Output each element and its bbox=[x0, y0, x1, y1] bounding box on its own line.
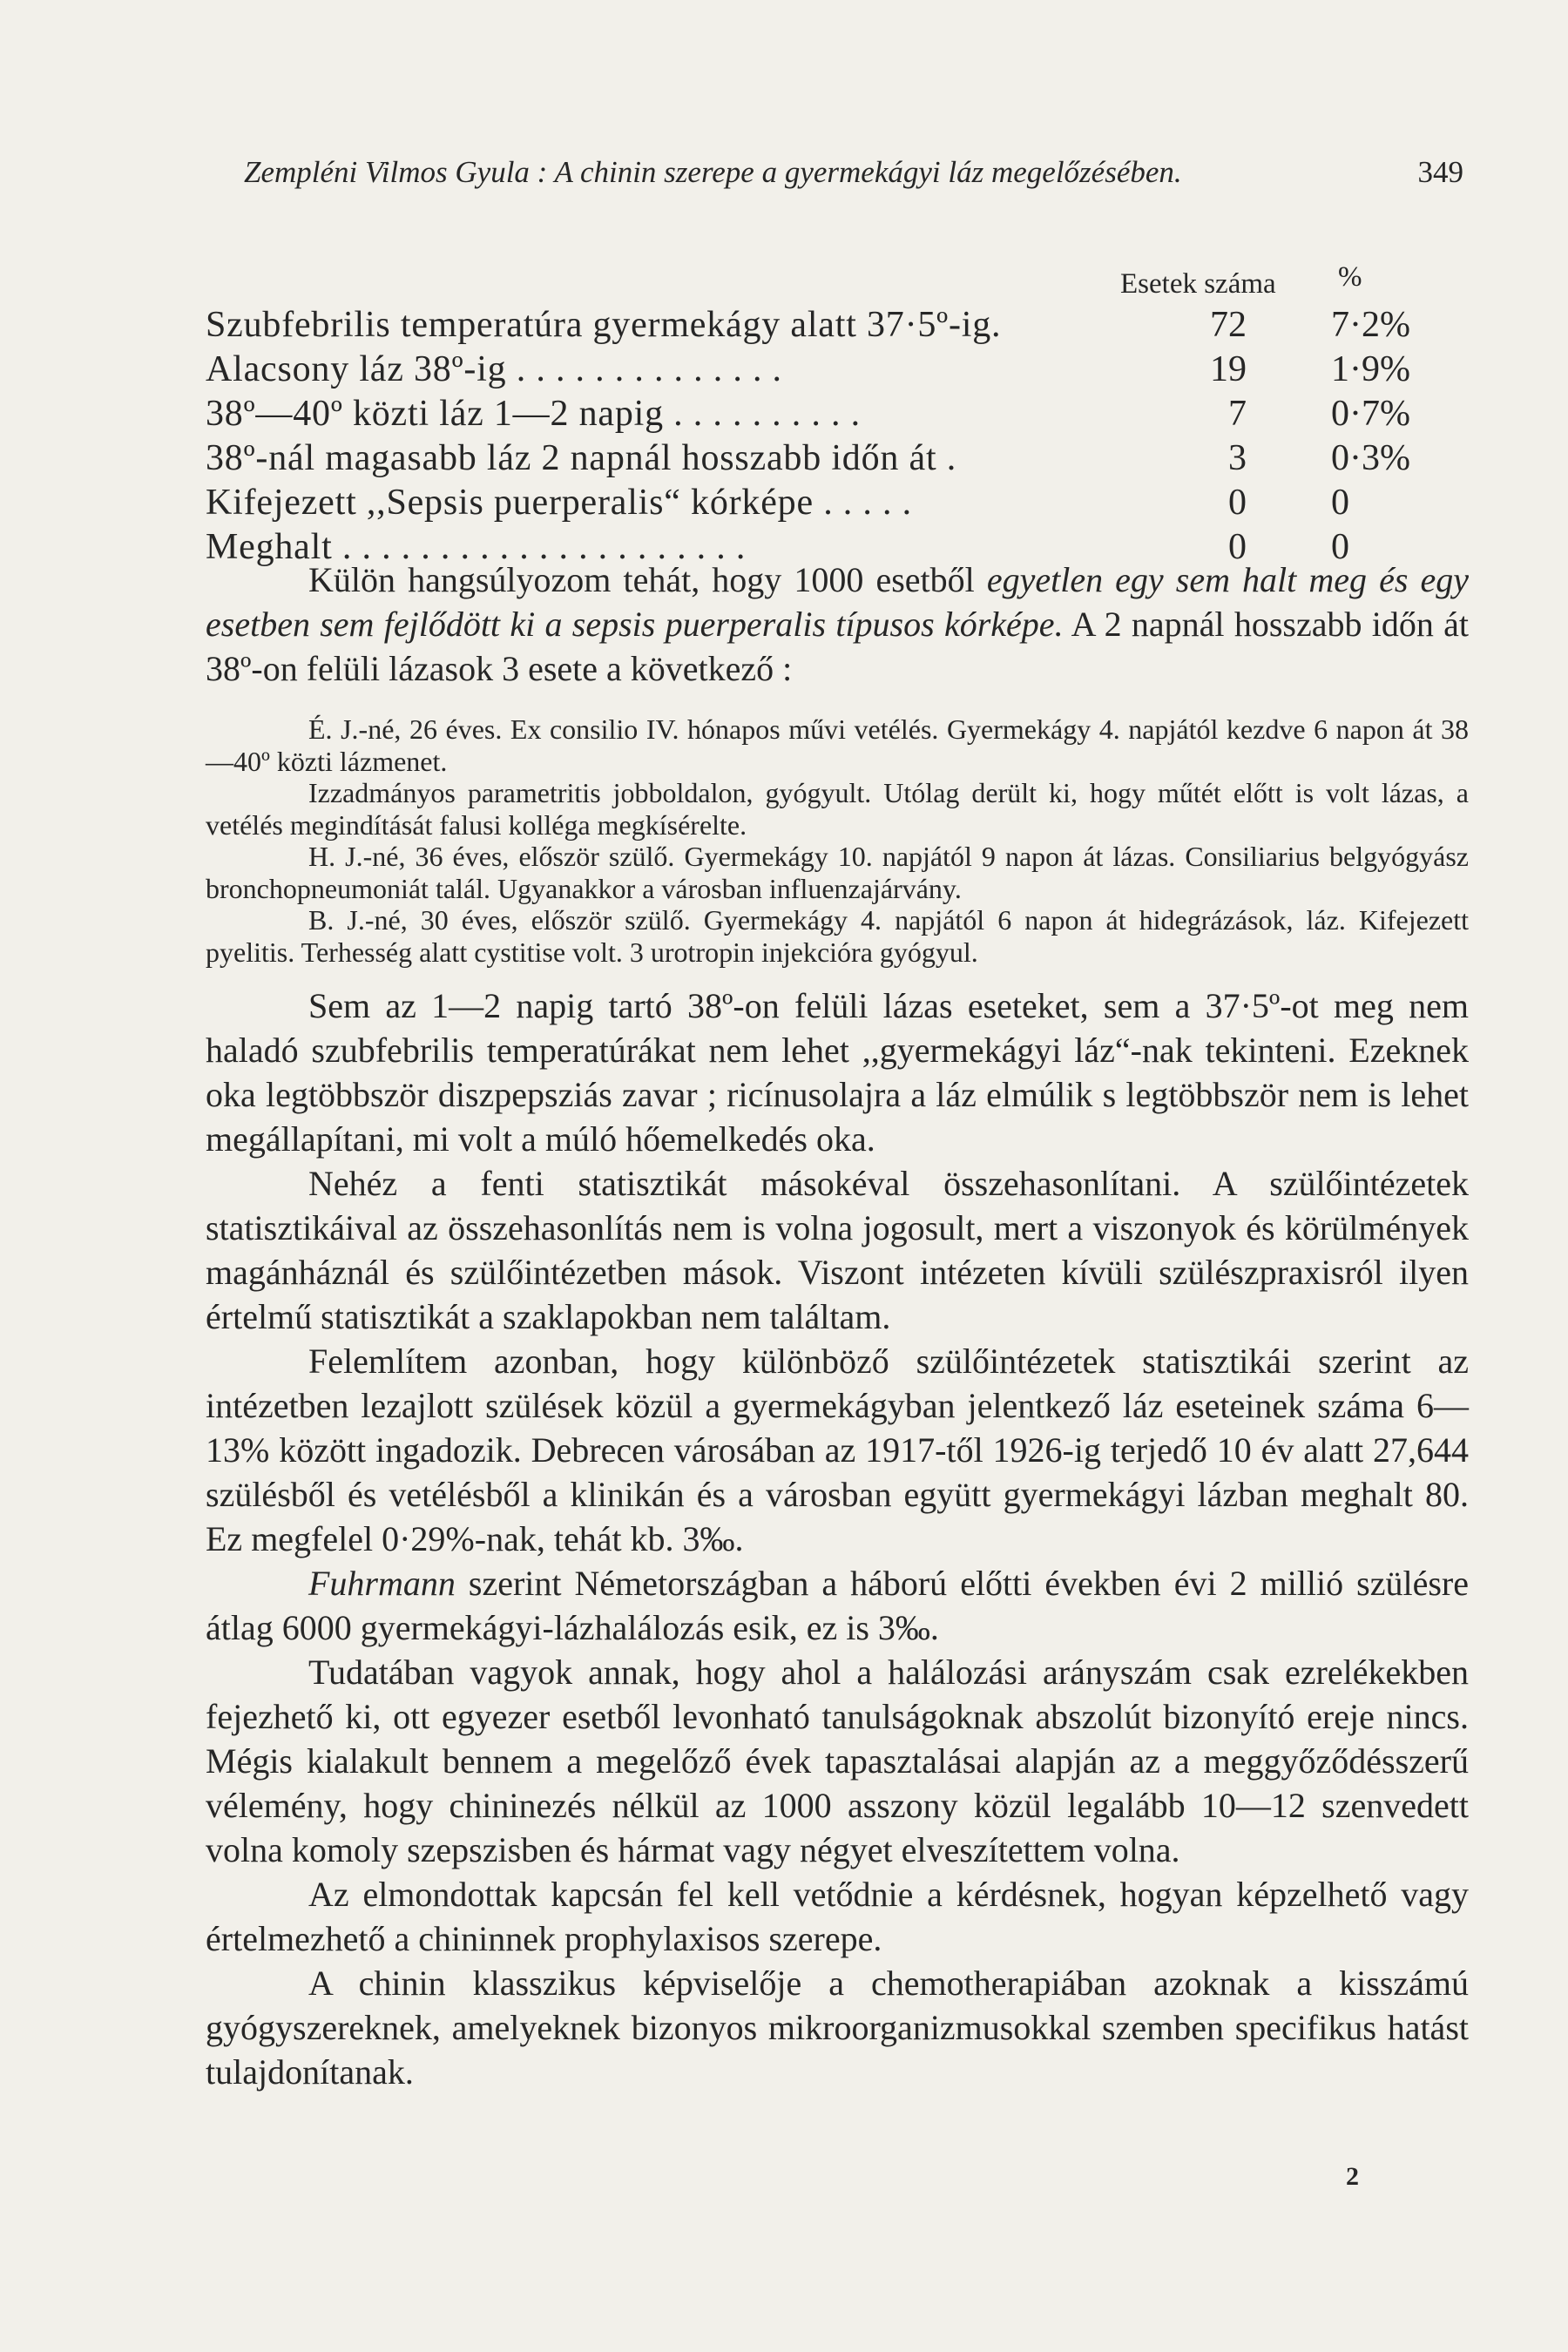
row-count: 19 bbox=[1210, 349, 1247, 389]
paragraph bbox=[206, 1561, 1469, 1650]
paragraph: A chinin klasszikus képviselője a chemotherapiában azoknak a kisszámú gyógyszereknek, amelyeknek bizonyos mikroorganizmusokkal szemben specifikus hatást tulajdonítanak. bbox=[206, 1963, 1469, 2092]
row-count: 3 bbox=[1228, 438, 1247, 478]
column-header-count: Esetek száma bbox=[1120, 268, 1276, 300]
row-percent: 0·3% bbox=[1331, 438, 1410, 478]
row-label: Kifejezett ,,Sepsis puerperalis“ kórképe . . . . . bbox=[206, 483, 912, 523]
paragraph-summary bbox=[206, 558, 1469, 691]
case-report: É. J.-né, 26 éves. Ex consilio IV. hónapos művi vetélés. Gyermekágy 4. napjától kezdve 6 napon át 38—40º közti lázmenet. bbox=[206, 713, 1469, 777]
row-count: 72 bbox=[1210, 305, 1247, 345]
row-percent: 0 bbox=[1331, 527, 1349, 567]
page-number: 349 bbox=[1417, 155, 1463, 189]
table-row bbox=[206, 392, 1443, 436]
text-run: Külön hangsúlyozom tehát, hogy 1000 esetből bbox=[308, 560, 987, 599]
row-label: Meghalt . . . . . . . . . . . . . . . . . . . . . bbox=[206, 527, 747, 567]
emphasis-text: egyetlen egy sem halt meg és egy esetben sem fejlődött ki a sepsis puerperalis típusos kórképe. bbox=[206, 560, 1469, 644]
paragraph: Tudatában vagyok annak, hogy ahol a halálozási arányszám csak ezrelékekben fejezhető ki, ott egyezer esetből levonható tanulságoknak abszolút bizonyító ereje nincs. Mégis kialakult bennem a megelőző évek tapasztalásai alapján az a meggyőződésszerű vélemény, hogy chininezés nélkül az 1000 asszony közül legalább 10—12 szenvedett volna komoly szepszisben és hármat vagy négyet elveszítettem volna. bbox=[206, 1652, 1469, 1869]
row-percent: 7·2% bbox=[1331, 305, 1410, 345]
table-row bbox=[206, 481, 1443, 525]
table-header bbox=[206, 261, 1443, 303]
row-percent: 1·9% bbox=[1331, 349, 1410, 389]
case-reports bbox=[206, 713, 1469, 968]
row-label: Alacsony láz 38º-ig . . . . . . . . . . . . . . bbox=[206, 349, 782, 389]
case-report: H. J.-né, 36 éves, először szülő. Gyermekágy 10. napjától 9 napon át lázas. Consiliarius belgyógyász bronchopneumoniát talál. Ugyanakkor a városban influenzajárvány. bbox=[206, 841, 1469, 904]
row-label: 38º-nál magasabb láz 2 napnál hosszabb időn át . bbox=[206, 438, 957, 478]
row-count: 0 bbox=[1228, 483, 1247, 523]
paragraph: Nehéz a fenti statisztikát másokéval összehasonlítani. A szülőintézetek statisztikáival az összehasonlítás nem is volna jogosult, mert a viszonyok és körülmények magánháznál és szülőintézetben mások. Viszont intézeten kívüli szülészpraxisról ilyen értelmű statisztikát a szaklapokban nem találtam. bbox=[206, 1164, 1469, 1336]
case-report: Izzadmányos parametritis jobboldalon, gyógyult. Utólag derült ki, hogy műtét előtt is volt lázas, a vetélés megindítását falusi kolléga megkísérelte. bbox=[206, 777, 1469, 841]
row-percent: 0 bbox=[1331, 483, 1349, 523]
row-count: 7 bbox=[1228, 394, 1247, 434]
case-report: B. J.-né, 30 éves, először szülő. Gyermekágy 4. napjától 6 napon át hidegrázások, láz. Kifejezett pyelitis. Terhesség alatt cystitise volt. 3 urotropin injekcióra gyógyul. bbox=[206, 904, 1469, 968]
running-title: Zempléni Vilmos Gyula : A chinin szerepe a gyermekágyi láz megelőzésében. bbox=[244, 155, 1182, 189]
paragraph: Az elmondottak kapcsán fel kell vetődnie a kérdésnek, hogyan képzelhető vagy értelmezhető a chininnek prophylaxisos szerepe. bbox=[206, 1875, 1469, 1958]
paragraph: Felemlítem azonban, hogy különböző szülőintézetek statisztikái szerint az intézetben lezajlott szülések közül a gyermekágyban jelentkező láz eseteinek száma 6—13% között ingadozik. Debrecen városában az 1917-től 1926-ig terjedő 10 év alatt 27,644 szülésből és vetélésből a klinikán és a városban együtt gyermekágyi lázban meghalt 80. Ez megfelel 0·29%-nak, tehát kb. 3‰. bbox=[206, 1342, 1469, 1558]
author-name: Fuhrmann bbox=[308, 1564, 456, 1603]
running-header bbox=[244, 155, 1463, 190]
body-text bbox=[206, 558, 1469, 2094]
table-row bbox=[206, 303, 1443, 348]
column-header-percent: % bbox=[1338, 261, 1362, 293]
statistics-table bbox=[206, 261, 1443, 570]
table-row bbox=[206, 348, 1443, 392]
row-percent: 0·7% bbox=[1331, 394, 1410, 434]
row-label: Szubfebrilis temperatúra gyermekágy alatt 37·5º-ig. bbox=[206, 305, 1002, 345]
row-label: 38º—40º közti láz 1—2 napig . . . . . . . . . . bbox=[206, 394, 861, 434]
text-run: szerint Németországban a háború előtti években évi 2 millió szülésre átlag 6000 gyermekágyi-lázhalálozás esik, ez is 3‰. bbox=[206, 1564, 1469, 1647]
signature-mark: 2 bbox=[1346, 2162, 1359, 2191]
table-row bbox=[206, 436, 1443, 481]
row-count: 0 bbox=[1228, 527, 1247, 567]
paragraph: Sem az 1—2 napig tartó 38º-on felüli lázas eseteket, sem a 37·5º-ot meg nem haladó szubfebrilis temperatúrákat nem lehet ,,gyermekágyi láz“-nak tekinteni. Ezeknek oka legtöbbször diszpepsziás zavar ; ricínusolajra a láz elmúlik s legtöbbször nem is lehet megállapítani, mi volt a múló hőemelkedés oka. bbox=[206, 986, 1469, 1159]
text-run: A 2 napnál hosszabb időn át 38º-on felüli lázasok 3 esete a következő : bbox=[206, 605, 1470, 688]
